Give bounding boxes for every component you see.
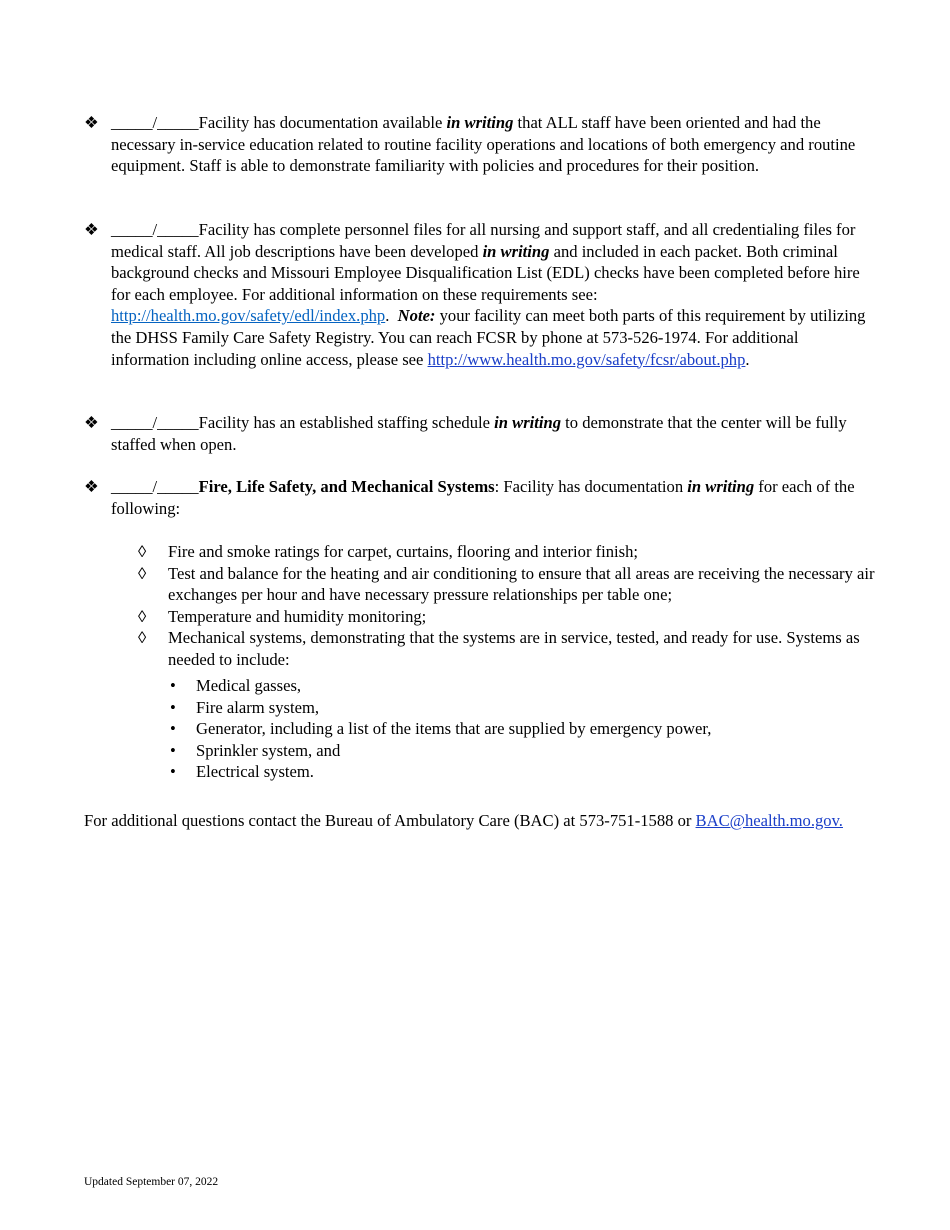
item-text: _____/_____Facility has an established staffing schedule in writing to demonstrate that the center will be fully staffed when open. xyxy=(111,413,847,454)
fcsr-link[interactable]: http://www.health.mo.gov/safety/fcsr/about.php xyxy=(427,349,746,369)
item-text: _____/_____Fire, Life Safety, and Mechanical Systems: Facility has documentation in writing for each of the following: xyxy=(111,477,855,518)
dot-bullet-icon: • xyxy=(170,740,176,760)
diamond-bullet-icon: ❖ xyxy=(84,413,99,432)
edl-link[interactable]: http://health.mo.gov/safety/edl/index.php xyxy=(111,306,386,326)
list-item: • Generator, including a list of the items that are supplied by emergency power, xyxy=(170,719,712,739)
list-item: • Medical gasses, xyxy=(170,676,302,695)
list-item: • Sprinkler system, and xyxy=(170,740,341,760)
diamond-bullet-icon: ❖ xyxy=(84,477,99,496)
checklist-item-staffing-schedule xyxy=(84,412,874,455)
lozenge-bullet-icon: ◊ xyxy=(138,606,147,626)
footer-updated-date: Updated September 07, 2022 xyxy=(84,1176,219,1188)
list-item: ◊ Mechanical systems, demonstrating that the systems are in service, tested, and ready for use. Systems as needed to include: xyxy=(138,628,860,669)
list-item: ◊ Temperature and humidity monitoring; xyxy=(138,606,427,626)
list-item: ◊ Test and balance for the heating and air conditioning to ensure that all areas are receiving the necessary air exchanges per hour and have necessary pressure relationships per table one; xyxy=(138,563,875,605)
list-item: • Fire alarm system, xyxy=(170,697,320,717)
bac-email-link[interactable]: BAC@health.mo.gov. xyxy=(695,811,843,830)
lozenge-bullet-icon: ◊ xyxy=(138,563,147,583)
item-text: _____/_____Facility has documentation available in writing that ALL staff have been oriented and had the necessary in-service education related to routine facility operations and locations of both emergency and routine equipment. Staff is able to demonstrate familiarity with policies and procedures for their position. xyxy=(111,113,856,176)
checklist-item-fire-life-safety xyxy=(84,476,874,519)
item-text: _____/_____Facility has complete personnel files for all nursing and support staff, and all credentialing files for medical staff. All job descriptions have been developed in writing and included in each packet. Both criminal background checks and Missouri Employee Disqualification List (EDL) checks have been completed before hire for each employee. For additional information on these requirements see: http://health.mo.gov/safety/edl/index.php. Note: your facility can meet both parts of this requirement by utilizing the DHSS Family Care Safety Registry. You can reach FCSR by phone at 573-526-1974. For additional information including online access, please see http://www.health.mo.gov/safety/fcsr/about.php. xyxy=(111,220,866,369)
dot-bullet-icon: • xyxy=(170,762,176,782)
signoff-blank: _____/_____ xyxy=(111,220,199,239)
requirements-list xyxy=(138,541,878,671)
contact-paragraph: For additional questions contact the Bureau of Ambulatory Care (BAC) at 573-751-1588 or BAC@health.mo.gov. xyxy=(84,811,843,830)
list-item: • Electrical system. xyxy=(170,762,314,782)
signoff-blank: _____/_____ xyxy=(111,113,199,132)
checklist-item-personnel-files xyxy=(84,219,874,370)
diamond-bullet-icon: ❖ xyxy=(84,220,99,239)
diamond-bullet-icon: ❖ xyxy=(84,113,99,132)
dot-bullet-icon: • xyxy=(170,676,176,695)
checklist-item-orientation xyxy=(84,112,874,177)
systems-list xyxy=(168,675,868,783)
lozenge-bullet-icon: ◊ xyxy=(138,542,147,561)
signoff-blank: _____/_____ xyxy=(111,413,199,432)
lozenge-bullet-icon: ◊ xyxy=(138,628,147,648)
list-item: ◊ Fire and smoke ratings for carpet, curtains, flooring and interior finish; xyxy=(138,542,639,561)
dot-bullet-icon: • xyxy=(170,697,176,717)
dot-bullet-icon: • xyxy=(170,719,176,739)
signoff-blank: _____/_____ xyxy=(111,477,199,496)
